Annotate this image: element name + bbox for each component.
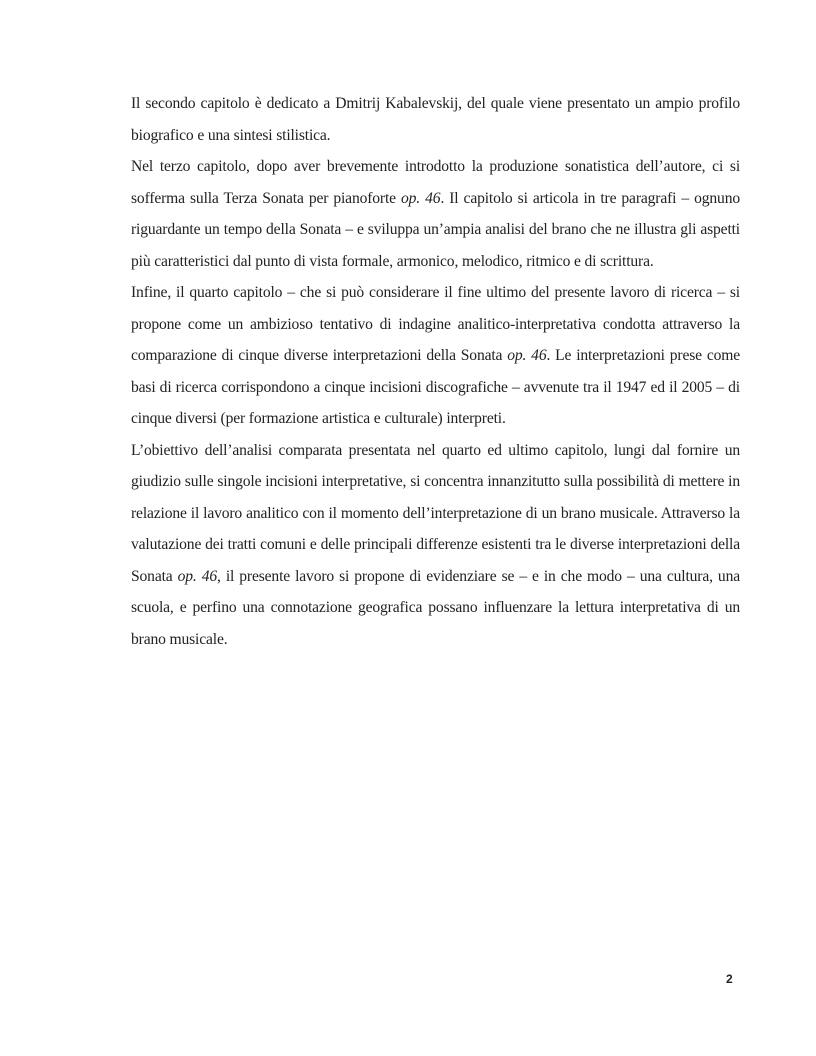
paragraph-2-text-b: . Il capitolo si articola in tre paragrafi – ognuno riguardante un tempo della Sonata – e sviluppa un’ampia analisi del brano che ne illustra gli aspetti più caratteristici dal punto di vista formale, armonico, melodico, ritmico e di scrittura.: [131, 189, 741, 270]
paragraph-2-text-a: Nel terzo capitolo, dopo aver brevemente introdotto la produzione sonatistica dell’autore, ci si sofferma sulla Terza Sonata per pianoforte: [131, 158, 740, 207]
body-text: [131, 88, 740, 655]
opus-reference: op. 46: [177, 567, 218, 585]
opus-reference: op. 46: [401, 189, 441, 207]
paragraph-3-text-a: Infine, il quarto capitolo – che si può considerare il fine ultimo del presente lavoro di ricerca – si propone come un ambizioso tentativo di indagine analitico-interpretativa condotta attraverso la comparazione di cinque diverse interpretazioni della Sonata: [131, 284, 740, 364]
paragraph-3: [131, 277, 740, 435]
opus-reference: op. 46: [507, 347, 547, 364]
paragraph-1: [131, 88, 740, 151]
paragraph-4-text-a: L’obiettivo dell’analisi comparata presentata nel quarto ed ultimo capitolo, lungi dal fornire un giudizio sulle singole incisioni interpretative, si concentra innanzitutto sulla possibilità di mettere in relazione il lavoro analitico con il momento dell’interpretazione di un brano musicale. Attraverso la valutazione dei tratti comuni e delle principali differenze esistenti tra le diverse interpretazioni della Sonata: [131, 441, 740, 585]
paragraph-4: [131, 435, 740, 656]
page-number: 2: [726, 972, 733, 986]
paragraph-3-text-b: . Le interpretazioni prese come basi di ricerca corrispondono a cinque incisioni discografiche – avvenute tra il 1947 ed il 2005 – di cinque diversi (per formazione artistica e culturale) interpreti.: [131, 347, 740, 427]
paragraph-4-text-b: , il presente lavoro si propone di evidenziare se – e in che modo – una cultura, una scuola, e perfino una connotazione geografica possano influenzare la lettura interpretativa di un brano musicale.: [131, 567, 740, 648]
paragraph-1-text: Il secondo capitolo è dedicato a Dmitrij Kabalevskij, del quale viene presentato un ampio profilo biografico e una sintesi stilistica.: [131, 95, 740, 144]
paragraph-2: [131, 151, 740, 277]
